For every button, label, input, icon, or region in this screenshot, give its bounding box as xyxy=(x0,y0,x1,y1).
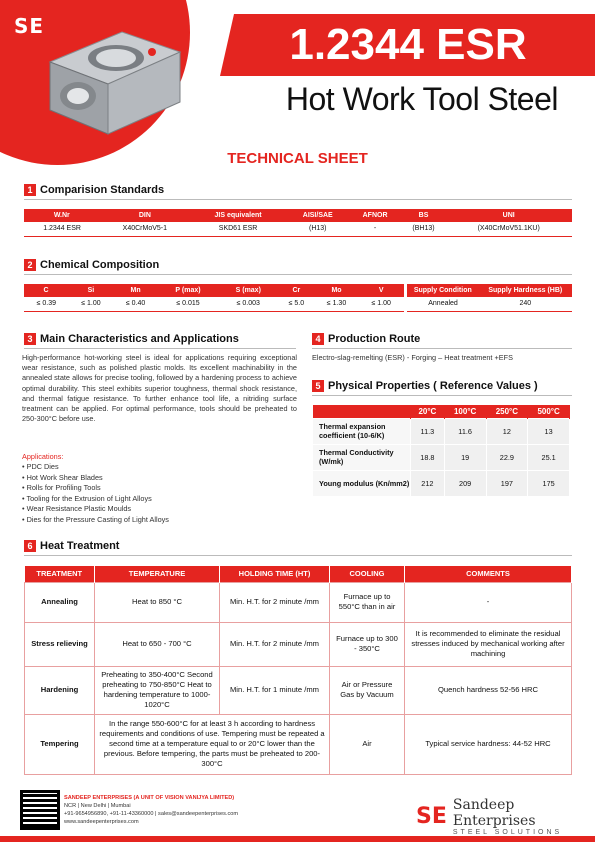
column-header: TREATMENT xyxy=(25,566,95,582)
table-cell: Air or Pressure Gas by Vacuum xyxy=(330,666,405,714)
table-header-row xyxy=(313,405,570,418)
column-header: W.Nr xyxy=(24,209,100,222)
table-cell: Typical service hardness: 44-52 HRC xyxy=(405,714,572,774)
table-cell: - xyxy=(405,582,572,622)
column-header: HOLDING TIME (HT) xyxy=(220,566,330,582)
table-cell: 22.9 xyxy=(486,444,528,470)
table-cell: ≤ 0.015 xyxy=(176,300,200,308)
table-cell: Heat to 650 - 700 °C xyxy=(95,622,220,666)
table-row xyxy=(25,622,572,666)
table-cell: Air xyxy=(330,714,405,774)
section-title: Main Characteristics and Applications xyxy=(40,333,239,345)
table-cell: 13 xyxy=(528,418,570,444)
table-row xyxy=(313,418,570,444)
treatment-name: Stress relieving xyxy=(25,622,95,666)
column-header: DIN xyxy=(100,209,189,222)
treatment-name: Tempering xyxy=(25,714,95,774)
table-cell: ≤ 0.40 xyxy=(125,300,146,308)
column-header: 20°C xyxy=(411,405,445,418)
column-header: Supply Hardness (HB) xyxy=(479,284,571,297)
table-row xyxy=(25,714,572,774)
column-header: Mo xyxy=(314,284,359,297)
table-header-row xyxy=(25,566,572,582)
table-cell: Heat to 850 °C xyxy=(95,582,220,622)
section-title: Chemical Composition xyxy=(40,259,160,271)
column-header: C xyxy=(24,284,69,297)
table-cell: 209 xyxy=(444,470,486,496)
column-header: COOLING xyxy=(330,566,405,582)
company-website: www.sandeepenterprises.com xyxy=(64,819,139,825)
table-cell: It is recommended to eliminate the residual stresses induced by mechanical working after machining xyxy=(405,622,572,666)
table-row xyxy=(24,222,572,236)
list-item: • Rolls for Profiling Tools xyxy=(22,483,101,492)
section-heading-2 xyxy=(24,259,159,271)
section-heading-1 xyxy=(24,184,164,196)
physical-properties-table xyxy=(312,405,570,497)
table-cell: Preheating to 350-400°C Second preheating to 750-850°C Heat to hardening temperature to 1000-1020°C xyxy=(95,666,220,714)
list-item: • Hot Work Shear Blades xyxy=(22,472,103,482)
table-cell: Min. H.T. for 2 minute /mm xyxy=(220,622,330,666)
list-item: • PDC Dies xyxy=(22,462,59,471)
table-cell: 175 xyxy=(528,470,570,496)
applications-list xyxy=(22,462,297,525)
footer-contact xyxy=(64,794,238,826)
divider xyxy=(312,395,572,396)
table-cell: - xyxy=(373,225,377,233)
column-header: 250°C xyxy=(486,405,528,418)
section-heading-5 xyxy=(312,380,538,392)
table-row xyxy=(313,470,570,496)
table-cell: 197 xyxy=(486,470,528,496)
column-header xyxy=(313,405,411,418)
column-header: S (max) xyxy=(218,284,278,297)
table-cell: Annealed xyxy=(428,300,458,308)
characteristics-text: High-performance hot-working steel is ideal for applications requiring exceptional wear resistance, such as polished plastic molds. Its excellent machinability in the annealed state allows for precise tooling, followed by a hardening process to achieve optimal durability. This steel exhibits superior toughness, thermal shock resistance, and thermal fatigue resistance. To further enhance tool life, a nitriding surface treatment can be applied. For optimal performance, tools should be preheated to 250-300°C before use. xyxy=(22,353,297,424)
qr-code xyxy=(20,790,60,830)
section-heading-4 xyxy=(312,333,420,345)
column-header: TEMPERATURE xyxy=(95,566,220,582)
table-cell: SKD61 ESR xyxy=(218,225,258,233)
brand-name: Sandeep Enterprises xyxy=(452,797,536,829)
footer-brand xyxy=(416,797,595,836)
table-cell: 212 xyxy=(411,470,445,496)
page-subtitle: Hot Work Tool Steel xyxy=(285,81,558,117)
column-header: UNI xyxy=(446,209,572,222)
applications-title: Applications: xyxy=(22,452,64,461)
table-cell: 25.1 xyxy=(528,444,570,470)
section-title: Physical Properties ( Reference Values ) xyxy=(328,380,538,392)
table-cell: 1.2344 ESR xyxy=(43,225,81,233)
divider xyxy=(24,274,572,275)
row-label: Young modulus (Kn/mm2) xyxy=(313,470,411,496)
brand-tagline: STEEL SOLUTIONS xyxy=(452,829,563,836)
treatment-name: Hardening xyxy=(25,666,95,714)
table-cell: 18.8 xyxy=(411,444,445,470)
table-row xyxy=(25,666,572,714)
section-number: 1 xyxy=(24,184,36,196)
column-header: 100°C xyxy=(444,405,486,418)
list-item: • Dies for the Pressure Casting of Light Alloys xyxy=(22,514,169,524)
section-number: 5 xyxy=(312,380,324,392)
table-cell: ≤ 1.00 xyxy=(371,300,391,308)
section-number: 3 xyxy=(24,333,36,345)
table-cell: Quench hardness 52-56 HRC xyxy=(405,666,572,714)
table-cell: ≤ 0.003 xyxy=(236,300,260,308)
table-row xyxy=(25,582,572,622)
table-cell: (BH13) xyxy=(412,225,435,233)
column-header: AISI/SAE xyxy=(287,209,349,222)
table-row xyxy=(407,297,572,311)
divider xyxy=(312,348,572,349)
company-name: SANDEEP ENTERPRISES (A UNIT OF VISION VANIJYA LIMITED) xyxy=(64,795,235,801)
row-label: Thermal expansion coefficient (10-6/K) xyxy=(313,418,411,444)
column-header: AFNOR xyxy=(349,209,401,222)
composition-table xyxy=(24,284,404,312)
table-cell: 19 xyxy=(444,444,486,470)
company-cities: NCR | New Delhi | Mumbai xyxy=(64,803,131,809)
footer-bar xyxy=(0,836,595,842)
row-label: Thermal Conductivity (W/mk) xyxy=(313,444,411,470)
table-cell: 11.3 xyxy=(411,418,445,444)
section-number: 4 xyxy=(312,333,324,345)
production-route-text: Electro-slag-remelting (ESR) - Forging – Heat treatment +EFS xyxy=(312,353,513,362)
page-title: 1.2344 ESR xyxy=(289,20,527,69)
table-header-row xyxy=(24,209,572,222)
table-cell: 12 xyxy=(486,418,528,444)
table-cell: Min. H.T. for 1 minute /mm xyxy=(220,666,330,714)
brand-logo-footer: SE xyxy=(416,804,447,829)
column-header: Supply Condition xyxy=(407,284,479,297)
table-cell: 11.6 xyxy=(444,418,486,444)
section-number: 6 xyxy=(24,540,36,552)
column-header: Si xyxy=(69,284,114,297)
divider xyxy=(24,348,296,349)
section-title: Heat Treatment xyxy=(40,540,120,552)
treatment-name: Annealing xyxy=(25,582,95,622)
section-title: Comparision Standards xyxy=(40,184,165,196)
table-header-row xyxy=(24,284,404,297)
table-cell: (X40CrMoV51.1KU) xyxy=(477,225,540,233)
table-cell: ≤ 1.00 xyxy=(81,300,101,308)
column-header: Cr xyxy=(279,284,315,297)
brand-logo: SE xyxy=(14,14,45,38)
divider xyxy=(24,199,572,200)
table-header-row xyxy=(407,284,572,297)
company-contact: +91-9654956890, +91-11-43360000 | sales@sandeepenterprises.com xyxy=(64,811,239,817)
heat-treatment-table xyxy=(24,566,572,775)
table-cell: In the range 550-600°C for at least 3 h according to hardness requirements and conditions of use. Tempering must be repeated a second time at a temperature equal to or 20°C lower than the previous. Before tempering, the parts must be preheated to 200-300°C xyxy=(95,714,330,774)
table-cell: (H13) xyxy=(308,225,327,233)
table-cell: ≤ 0.39 xyxy=(36,300,57,308)
column-header: 500°C xyxy=(528,405,570,418)
divider xyxy=(24,555,572,556)
table-cell: Min. H.T. for 2 minute /mm xyxy=(220,582,330,622)
column-header: JIS equivalent xyxy=(190,209,287,222)
list-item: • Tooling for the Extrusion of Light Alloys xyxy=(22,493,152,503)
table-cell: ≤ 1.30 xyxy=(326,300,347,308)
table-cell: Furnace up to 300 - 350°C xyxy=(330,622,405,666)
table-cell: 240 xyxy=(519,300,532,308)
column-header: P (max) xyxy=(158,284,218,297)
column-header: Mn xyxy=(113,284,158,297)
section-number: 2 xyxy=(24,259,36,271)
mould-image xyxy=(42,22,184,140)
table-row xyxy=(313,444,570,470)
list-item: • Wear Resistance Plastic Moulds xyxy=(22,504,132,513)
table-cell: ≤ 5.0 xyxy=(288,300,305,308)
column-header: V xyxy=(359,284,404,297)
standards-table xyxy=(24,209,572,237)
section-title: Production Route xyxy=(328,333,421,345)
section-heading-3 xyxy=(24,333,239,345)
supply-table xyxy=(407,284,572,312)
column-header: COMMENTS xyxy=(405,566,572,582)
sheet-title: TECHNICAL SHEET xyxy=(227,150,368,167)
column-header: BS xyxy=(401,209,446,222)
table-cell: X40CrMoV5-1 xyxy=(122,225,168,233)
table-cell: Furnace up to 550°C than in air xyxy=(330,582,405,622)
section-heading-6 xyxy=(24,540,119,552)
table-row xyxy=(24,297,404,311)
